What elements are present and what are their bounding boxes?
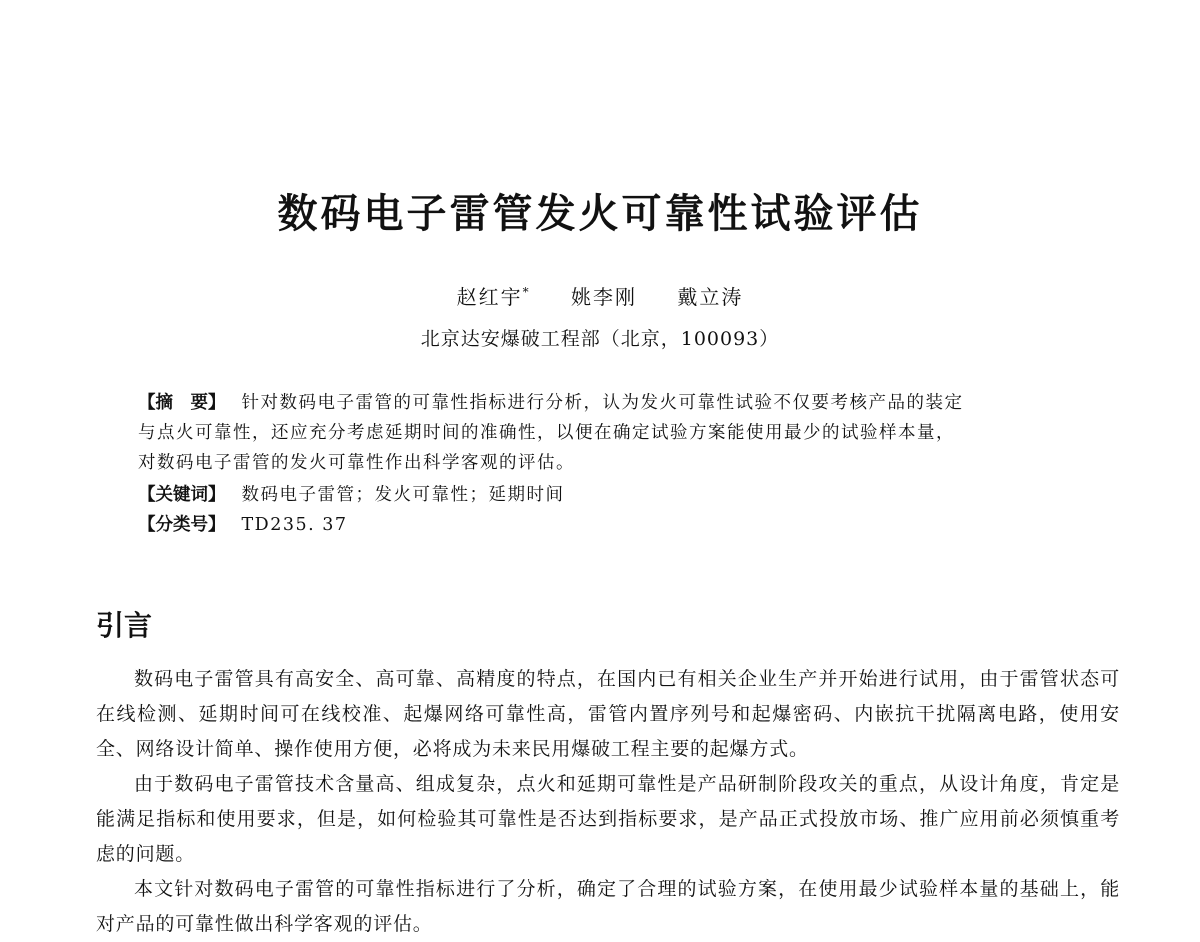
classification-label: 【分类号】 xyxy=(138,515,226,535)
author-list xyxy=(0,278,1200,311)
author-name: 戴立涛 xyxy=(677,285,744,309)
abstract-label: 【摘 要】 xyxy=(138,393,226,413)
author-3 xyxy=(677,283,743,311)
abstract-line xyxy=(138,388,1078,418)
abstract xyxy=(138,388,1078,478)
introduction-body xyxy=(96,662,1120,942)
keywords-text: 数码电子雷管；发火可靠性；延期时间 xyxy=(241,485,565,505)
abstract-text: 针对数码电子雷管的可靠性指标进行分析，认为发火可靠性试验不仅要考核产品的装定 xyxy=(241,393,964,413)
classification-code: TD235. 37 xyxy=(241,515,348,535)
abstract-block xyxy=(138,388,1078,540)
section-heading-introduction: 引言 xyxy=(96,609,153,642)
author-1 xyxy=(457,278,531,311)
abstract-line: 与点火可靠性，还应充分考虑延期时间的准确性，以便在确定试验方案能使用最少的试验样本量， xyxy=(138,423,955,443)
paper-title: 数码电子雷管发火可靠性试验评估 xyxy=(277,191,923,237)
keywords-label: 【关键词】 xyxy=(138,485,226,505)
author-name: 姚李刚 xyxy=(571,285,637,309)
affiliation: 北京达安爆破工程部（北京，100093） xyxy=(420,328,780,350)
abstract-line: 对数码电子雷管的发火可靠性作出科学客观的评估。 xyxy=(138,453,575,473)
keywords xyxy=(138,480,1078,510)
paragraph: 由于数码电子雷管技术含量高、组成复杂，点火和延期可靠性是产品研制阶段攻关的重点，从设计角度，肯定是能满足指标和使用要求，但是，如何检验其可靠性是否达到指标要求，是产品正式投放市场、推广应用前必须慎重考虑的问题。 xyxy=(96,773,1120,865)
paragraph: 数码电子雷管具有高安全、高可靠、高精度的特点，在国内已有相关企业生产并开始进行试用，由于雷管状态可在线检测、延期时间可在线校准、起爆网络可靠性高，雷管内置序列号和起爆密码、内嵌抗干扰隔离电路，使用安全、网络设计简单、操作使用方便，必将成为未来民用爆破工程主要的起爆方式。 xyxy=(96,668,1120,760)
author-2 xyxy=(571,283,637,311)
corresponding-author-mark: * xyxy=(522,285,531,299)
paragraph: 本文针对数码电子雷管的可靠性指标进行了分析，确定了合理的试验方案，在使用最少试验样本量的基础上，能对产品的可靠性做出科学客观的评估。 xyxy=(96,878,1120,935)
author-name: 赵红宇 xyxy=(456,285,523,309)
classification xyxy=(138,510,1078,540)
